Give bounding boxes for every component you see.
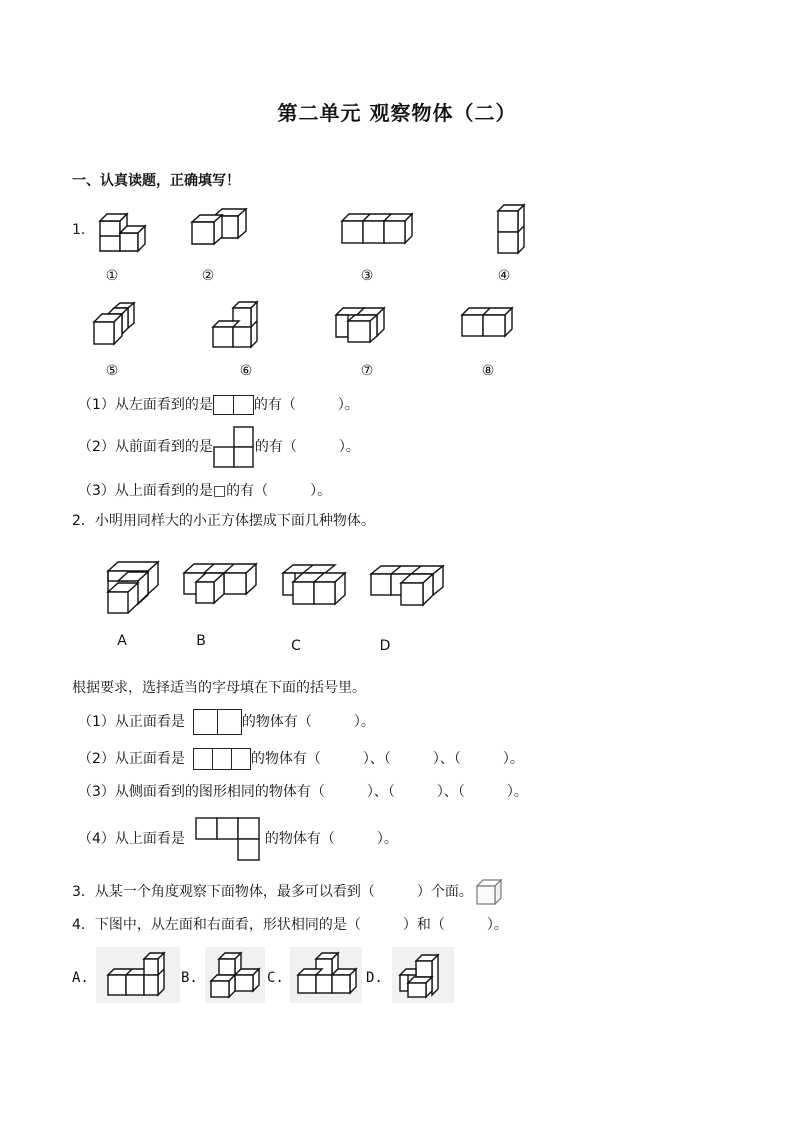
- figure-label-D: D: [379, 638, 391, 654]
- view-three-squares: [193, 748, 251, 770]
- figure-label-B: B: [196, 633, 206, 649]
- q2-sub-3: （3）从侧面看到的图形相同的物体有（ ）、（ ）、（ ）。: [78, 784, 528, 800]
- option-figure-B: [205, 947, 265, 1003]
- q2-sub-1: [78, 709, 375, 735]
- q1-sub-3-suffix: 的有（ ）。: [226, 483, 332, 499]
- figure-label-C: C: [291, 638, 301, 654]
- view-two-squares: [193, 709, 242, 735]
- cube-figure-C: [281, 564, 351, 608]
- option-figure-A: [96, 947, 180, 1003]
- q1-sub-1: [78, 395, 359, 415]
- cube-figure-D: [369, 565, 447, 609]
- figure-label-8: ⑧: [481, 363, 495, 379]
- option-label-D: D.: [366, 970, 383, 986]
- cube-figure-8: [460, 307, 515, 339]
- question-3: [72, 877, 503, 907]
- figure-label-2: ②: [201, 268, 215, 284]
- cube-figure-5: [92, 302, 137, 347]
- view-l-shape-front: [213, 426, 255, 468]
- q1-sub-2-prefix: （2）从前面看到的是: [78, 439, 213, 455]
- view-two-squares-horizontal: [213, 395, 254, 415]
- option-figure-C: [290, 947, 362, 1003]
- q2-sub-1-suffix: 的物体有（ ）。: [241, 714, 375, 730]
- q2-sub-4-prefix: （4）从上面看是: [78, 831, 185, 847]
- question-3-text: 3．从某一个角度观察下面物体，最多可以看到（ ）个面。: [72, 884, 473, 900]
- figure-label-4: ④: [497, 268, 511, 284]
- single-cube-icon: [475, 878, 503, 906]
- figure-label-6: ⑥: [239, 363, 253, 379]
- q2-sub-2-suffix: 的物体有（ ）、（ ）、（ ）。: [250, 751, 524, 767]
- option-label-A: A.: [72, 970, 89, 986]
- figure-label-1: ①: [105, 268, 119, 284]
- q1-sub-2-suffix: 的有（ ）。: [254, 439, 360, 455]
- question-4-text: 4．下图中，从左面和右面看，形状相同的是（ ）和（ ）。: [72, 917, 508, 933]
- figure-label-7: ⑦: [360, 363, 374, 379]
- q2-sub-1-prefix: （1）从正面看是: [78, 714, 185, 730]
- q2-sub-4: [78, 817, 398, 861]
- q2-instruction: 根据要求，选择适当的字母填在下面的括号里。: [72, 680, 366, 696]
- q1-sub-3: [78, 482, 331, 500]
- q2-sub-2: [78, 746, 524, 772]
- q1-sub-1-prefix: （1）从左面看到的是: [78, 397, 213, 413]
- section-heading: 一、认真读题，正确填写！: [72, 173, 240, 189]
- figure-label-A: A: [117, 633, 127, 649]
- option-figure-D: [392, 947, 454, 1003]
- cube-figure-B: [182, 563, 260, 607]
- option-label-B: B.: [181, 970, 198, 986]
- question-1-number: 1.: [72, 222, 86, 238]
- q1-sub-3-prefix: （3）从上面看到的是: [78, 483, 213, 499]
- cube-figure-3: [340, 212, 415, 246]
- cube-figure-1: [98, 203, 148, 253]
- page-title: 第二单元 观察物体（二）: [277, 101, 517, 125]
- cube-figure-2: [190, 208, 250, 248]
- q1-sub-1-suffix: 的有（ ）。: [253, 397, 359, 413]
- figure-label-5: ⑤: [105, 363, 119, 379]
- cube-figure-A: [106, 561, 162, 615]
- option-label-C: C.: [267, 970, 284, 986]
- q1-sub-2: [78, 425, 360, 469]
- single-square-icon: □: [212, 483, 227, 499]
- q2-sub-4-suffix: 的物体有（ ）。: [264, 831, 398, 847]
- figure-label-3: ③: [360, 268, 374, 284]
- q2-sub-2-prefix: （2）从正面看是: [78, 751, 185, 767]
- question-2-stem: 2．小明用同样大的小正方体摆成下面几种物体。: [72, 513, 375, 529]
- cube-figure-6: [211, 301, 261, 351]
- cube-figure-7: [334, 307, 386, 345]
- view-top-shape: [195, 817, 261, 861]
- cube-figure-4: [496, 203, 528, 255]
